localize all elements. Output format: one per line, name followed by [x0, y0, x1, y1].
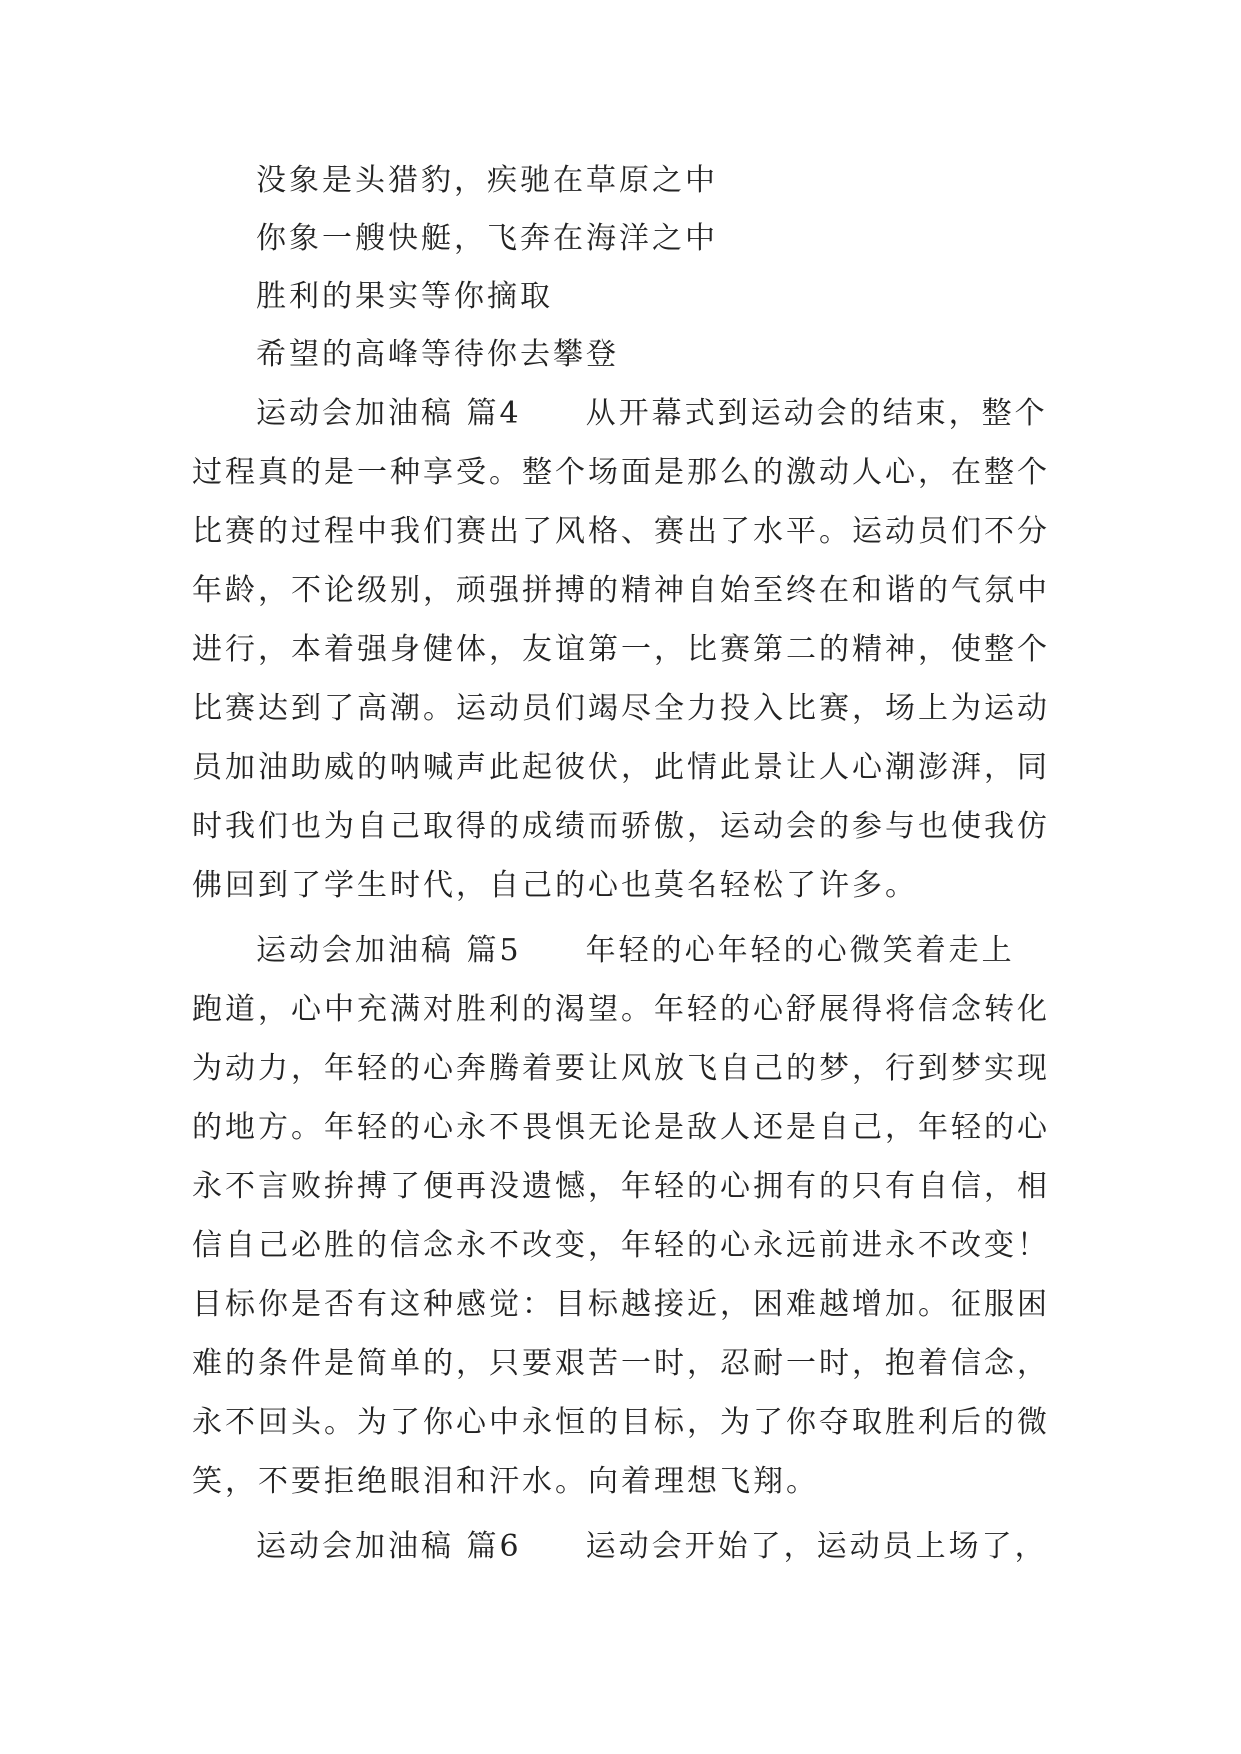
- paragraph-row: 员加油助威的呐喊声此起彼伏，此情此景让人心潮澎湃，同: [192, 750, 1050, 785]
- paragraph-row: 为动力，年轻的心奔腾着要让风放飞自己的梦，行到梦实现: [192, 1051, 1050, 1086]
- section-5-first-row: [192, 921, 1052, 980]
- paragraph-row: 比赛的过程中我们赛出了风格、赛出了水平。运动员们不分: [192, 514, 1050, 549]
- paragraph-row: 永不回头。为了你心中永恒的目标，为了你夺取胜利后的微: [192, 1405, 1050, 1440]
- poem-line: 胜利的果实等你摘取: [256, 279, 553, 314]
- poem-line: 没象是头猎豹，疾驰在草原之中: [256, 163, 718, 198]
- section-4-heading: 运动会加油稿 篇4: [256, 396, 522, 431]
- section-6-paragraph: [192, 1517, 1052, 1576]
- section-5-heading: 运动会加油稿 篇5: [256, 933, 522, 968]
- paragraph-row: 目标你是否有这种感觉：目标越接近，困难越增加。征服困: [192, 1287, 1050, 1322]
- paragraph-row: 信自己必胜的信念永不改变，年轻的心永远前进永不改变！: [192, 1228, 1050, 1263]
- section-6-first-row: [192, 1517, 1052, 1576]
- paragraph-row: 时我们也为自己取得的成绩而骄傲，运动会的参与也使我仿: [192, 809, 1050, 844]
- paragraph-row: 年龄，不论级别，顽强拼搏的精神自始至终在和谐的气氛中: [192, 573, 1050, 608]
- paragraph-row: 进行，本着强身健体，友谊第一，比赛第二的精神，使整个: [192, 632, 1050, 667]
- paragraph-row: 的地方。年轻的心永不畏惧无论是敌人还是自己，年轻的心: [192, 1110, 1050, 1145]
- section-4-paragraph: [192, 384, 1052, 915]
- poem-line: 希望的高峰等待你去攀登: [256, 337, 619, 372]
- section-5-paragraph: [192, 921, 1052, 1511]
- section-6-heading: 运动会加油稿 篇6: [256, 1529, 522, 1564]
- section-4-first-row: [192, 384, 1052, 443]
- paragraph-row: 佛回到了学生时代，自己的心也莫名轻松了许多。: [192, 868, 918, 903]
- paragraph-text: 年轻的心年轻的心微笑着走上: [585, 933, 1015, 968]
- poem-line: 你象一艘快艇，飞奔在海洋之中: [256, 221, 718, 256]
- paragraph-row: 笑，不要拒绝眼泪和汗水。向着理想飞翔。: [192, 1464, 819, 1499]
- document-body: [192, 152, 1052, 1576]
- paragraph-row: 跑道，心中充满对胜利的渴望。年轻的心舒展得将信念转化: [192, 992, 1050, 1027]
- paragraph-row: 难的条件是简单的，只要艰苦一时，忍耐一时，抱着信念，: [192, 1346, 1050, 1381]
- paragraph-text: 运动会开始了，运动员上场了，: [585, 1529, 1048, 1564]
- paragraph-row: 永不言败拚搏了便再没遗憾，年轻的心拥有的只有自信，相: [192, 1169, 1050, 1204]
- paragraph-row: 比赛达到了高潮。运动员们竭尽全力投入比赛，场上为运动: [192, 691, 1050, 726]
- paragraph-row: 过程真的是一种享受。整个场面是那么的激动人心，在整个: [192, 455, 1050, 490]
- paragraph-text: 从开幕式到运动会的结束，整个: [585, 396, 1048, 431]
